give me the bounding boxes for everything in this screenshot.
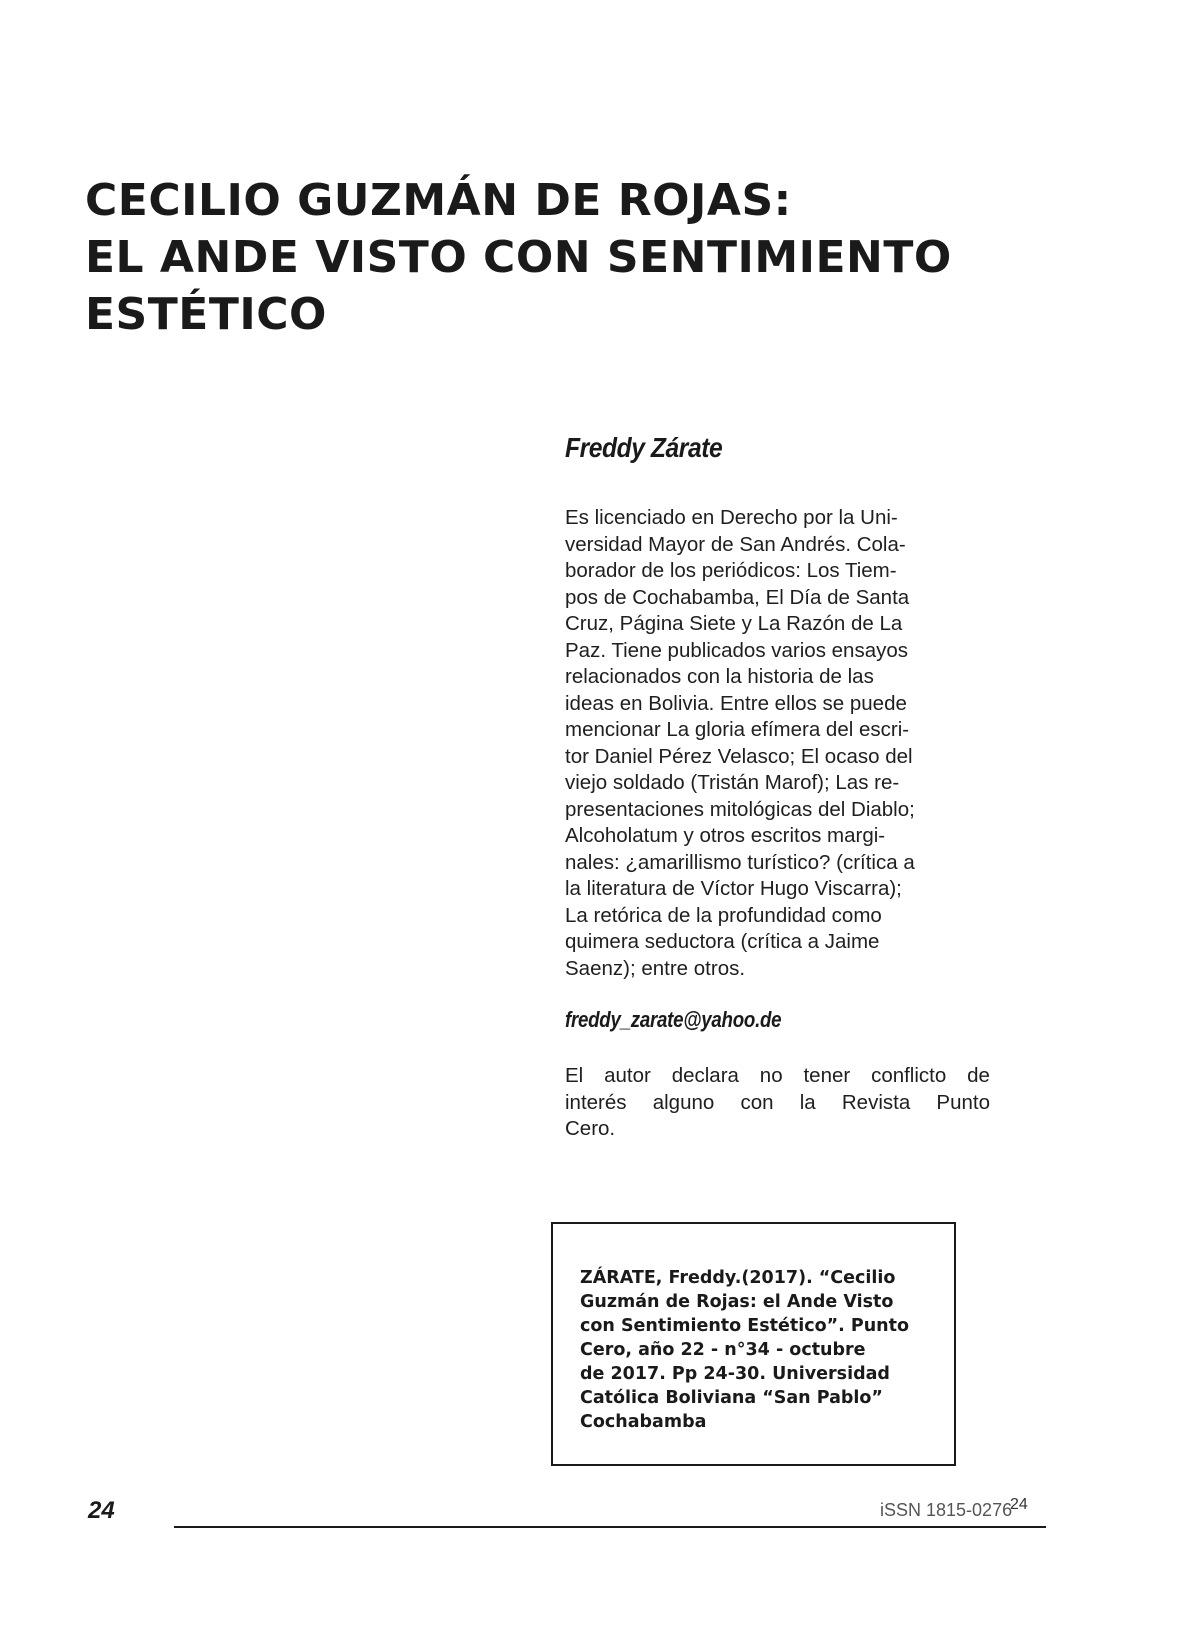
- disclosure-word: con: [740, 1090, 774, 1114]
- citation-line: Cochabamba: [580, 1412, 707, 1432]
- citation-line: Guzmán de Rojas: el Ande Visto: [580, 1292, 894, 1312]
- author-name: Freddy Zárate: [565, 432, 723, 463]
- disclosure-word: autor: [604, 1064, 651, 1087]
- bio-line: Saenz); entre otros.: [565, 956, 746, 980]
- disclosure-word: tener: [803, 1064, 851, 1087]
- disclosure-line: [565, 1090, 990, 1117]
- disclosure-word: de: [967, 1064, 990, 1087]
- bio-line: Alcoholatum y otros escritos margi-: [565, 824, 886, 847]
- bio-line: presentaciones mitológicas del Diablo;: [565, 797, 915, 821]
- bio-line: mencionar La gloria efímera del escri-: [565, 718, 910, 741]
- disclosure-line: [565, 1063, 990, 1090]
- bio-line: nales: ¿amarillismo turístico? (crítica a: [565, 850, 915, 874]
- article-title: [85, 172, 1085, 343]
- bio-line: versidad Mayor de San Andrés. Cola-: [565, 532, 906, 556]
- bio-line: La retórica de la profundidad como: [565, 903, 882, 927]
- bio-line: borador de los periódicos: Los Tiem-: [565, 559, 897, 582]
- disclosure-word: El: [565, 1064, 584, 1087]
- disclosure-word: declara: [671, 1064, 739, 1087]
- citation-text: [580, 1266, 909, 1434]
- disclosure-word: alguno: [652, 1090, 715, 1114]
- author-bio: [565, 505, 985, 982]
- citation-line: de 2017. Pp 24-30. Universidad: [580, 1364, 890, 1384]
- disclosure-word: la: [799, 1090, 816, 1114]
- citation-line: con Sentimiento Estético”. Punto: [580, 1316, 910, 1336]
- bio-line: Paz. Tiene publicados varios ensayos: [565, 638, 909, 662]
- conflict-disclosure: [565, 1063, 990, 1143]
- bio-line: quimera seductora (crítica a Jaime: [565, 930, 880, 953]
- citation-line: ZÁRATE, Freddy.(2017). “Cecilio: [580, 1268, 896, 1288]
- disclosure-word: conflicto: [871, 1064, 947, 1087]
- bio-line: viejo soldado (Tristán Marof); Las re-: [565, 771, 900, 794]
- author-email-link[interactable]: freddy_zarate@yahoo.de: [565, 1007, 782, 1032]
- disclosure-line: Cero.: [565, 1117, 616, 1140]
- bio-line: Cruz, Página Siete y La Razón de La: [565, 612, 903, 635]
- bio-line: tor Daniel Pérez Velasco; El ocaso del: [565, 744, 913, 768]
- bio-line: Es licenciado en Derecho por la Uni-: [565, 506, 898, 529]
- bio-line: pos de Cochabamba, El Día de Santa: [565, 585, 910, 609]
- citation-box: [551, 1222, 956, 1466]
- page-number: 24: [88, 1497, 115, 1524]
- citation-line: Católica Boliviana “San Pablo”: [580, 1388, 883, 1408]
- issn-page-number: 24: [1010, 1496, 1028, 1513]
- bio-line: la literatura de Víctor Hugo Viscarra);: [565, 877, 902, 900]
- title-line: CECILIO GUZMÁN DE ROJAS:: [85, 175, 792, 226]
- bio-line: relacionados con la historia de las: [565, 665, 874, 688]
- footer-divider: [174, 1526, 1046, 1528]
- disclosure-word: Punto: [936, 1090, 990, 1114]
- disclosure-word: no: [759, 1064, 783, 1087]
- title-line: EL ANDE VISTO CON SENTIMIENTO: [85, 232, 952, 283]
- disclosure-word: Revista: [841, 1090, 911, 1114]
- issn-label: iSSN 1815-0276: [880, 1500, 1013, 1520]
- title-line: ESTÉTICO: [85, 289, 327, 340]
- citation-line: Cero, año 22 - n°34 - octubre: [580, 1340, 866, 1360]
- bio-line: ideas en Bolivia. Entre ellos se puede: [565, 691, 907, 715]
- disclosure-word: interés: [565, 1090, 627, 1114]
